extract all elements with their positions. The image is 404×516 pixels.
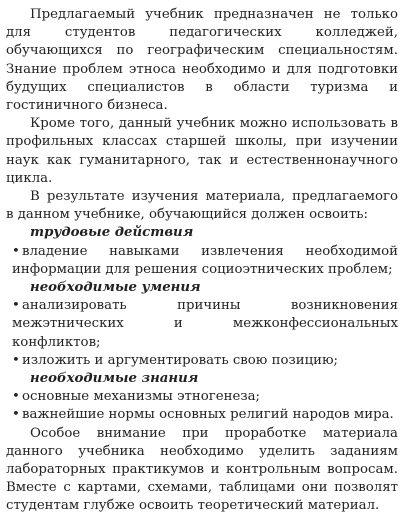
paragraph-usage: Кроме того, данный учебник можно использовать в профильных классах старшей школы, при изучении наук как гуманитарного, так и естественнонаучного цикла.	[6, 116, 398, 186]
list-item	[6, 406, 398, 424]
list-item-text: важнейшие нормы основных религий народов мира.	[22, 407, 394, 423]
section-heading: необходимые знания	[30, 371, 199, 387]
paragraph-intro: Предлагаемый учебник предназначен не только для студентов педагогических колледжей, обучающихся по географическим специальностям. Знание проблем этноса необходимо и для подготовки будущих специалистов в области туризма и гостиничного бизнеса.	[6, 7, 398, 114]
paragraph-outcomes: В результате изучения материала, предлагаемого в данном учебнике, обучающийся должен освоить:	[6, 189, 398, 223]
list-item-text: изложить и аргументировать свою позицию;	[22, 352, 339, 368]
list-item-text: владение навыками извлечения необходимой информации для решения социоэтнических проблем;	[12, 243, 398, 277]
section-heading: необходимые умения	[30, 280, 201, 296]
list-item	[6, 297, 398, 352]
list-item	[6, 243, 398, 279]
section-labor-actions	[6, 224, 398, 279]
bullet-icon: •	[12, 298, 20, 314]
section-heading: трудовые действия	[30, 225, 194, 241]
list-item	[6, 388, 398, 406]
list-item-text: основные механизмы этногенеза;	[22, 389, 261, 405]
bullet-icon: •	[12, 352, 20, 368]
bullet-icon: •	[12, 389, 20, 405]
list-item	[6, 352, 398, 370]
bullet-icon: •	[12, 243, 20, 259]
list-item-text: анализировать причины возникновения межэтнических и межконфессиональных конфликтов;	[12, 298, 398, 350]
section-knowledge	[6, 370, 398, 425]
paragraph-attention: Особое внимание при проработке материала данного учебника необходимо уделить заданиям лабораторных практикумов и контрольным вопросам. Вместе с картами, схемами, таблицами они позволят студентам глубже освоить теоретический материал.	[6, 425, 398, 514]
section-skills	[6, 279, 398, 370]
bullet-icon: •	[12, 407, 20, 423]
